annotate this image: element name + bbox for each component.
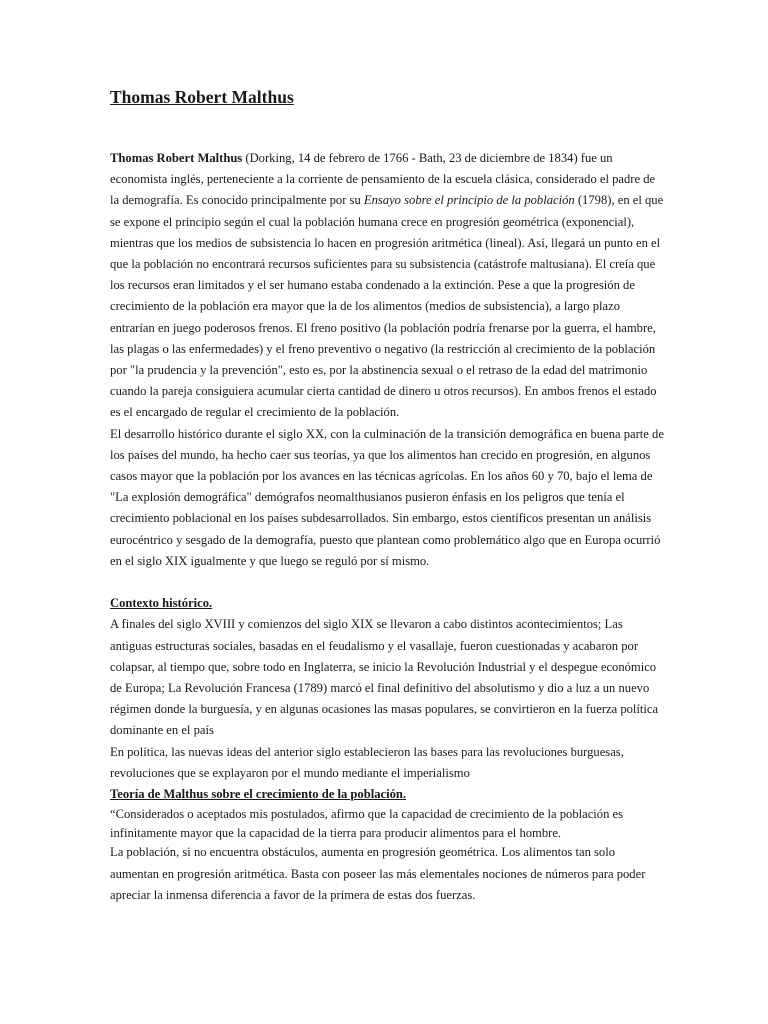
- document-title: Thomas Robert Malthus: [110, 87, 294, 107]
- intro-text-part2: (1798), en el que se expone el principio según el cual la población humana crece en progresión geométrica (exponencial), mientras que los medios de subsistencia lo hacen en progresión aritmética (lineal). Así, llegará un punto en el que la población no encontrará recursos suficientes para su subsistencia (catástrofe maltusiana). El creía que los recursos eran limitados y el ser humano estaba condenado a la extinción. Pese a que la progresión de crecimiento de la población era mayor que la de los alimentos (medios de subsistencia), a largo plazo entrarían en juego poderosos frenos. El freno positivo (la población podría frenarse por la guerra, el hambre, las plagas o las enfermedades) y el freno preventivo o negativo (la restricción al crecimiento de la población por "la prudencia y la prevención", esto es, por la abstinencia sexual o el retraso de la edad del matrimonio cuando la pareja consiguiera acumular cierta cantidad de dinero u otros recursos). En ambos frenos el estado es el encargado de regular el crecimiento de la población.: [110, 193, 664, 420]
- teoria-paragraph-1: “Considerados o aceptados mis postulados, afirmo que la capacidad de crecimiento de la población es infinitamente mayor que la capacidad de la tierra para producir alimentos para el hombre.: [110, 807, 624, 840]
- contexto-paragraph-2: En política, las nuevas ideas del anterior siglo establecieron las bases para las revoluciones burguesas, revoluciones que se explayaron por el mundo mediante el imperialismo: [110, 744, 624, 780]
- intro-paragraph: [110, 148, 666, 424]
- paragraph-gap: [110, 572, 666, 593]
- contexto-paragraph-1: A finales del siglo XVIII y comienzos del siglo XIX se llevaron a cabo distintos acontecimientos; Las antiguas estructuras sociales, basadas en el feudalismo y el vasallaje, fueron cuestionadas y acabaron por colapsar, al tiempo que, sobre todo en Inglaterra, se inicio la Revolución Industrial y el despegue económico de Europa; La Revolución Francesa (1789) marcó el final definitivo del absolutismo y dio a luz a un nuevo régimen donde la burguesía, y en algunas ocasiones las masas populares, se convirtieron en la fuerza política dominante en el país: [110, 617, 659, 738]
- teoria-paragraph-2: La población, si no encuentra obstáculos, aumenta en progresión geométrica. Los alimentos tan solo aumentan en progresión aritmética. Basta con poseer las más elementales nociones de números para poder apreciar la inmensa diferencia a favor de la primera de estas dos fuerzas.: [110, 845, 646, 902]
- intro-name: Thomas Robert Malthus: [110, 151, 243, 165]
- paragraph-siglo-xx: El desarrollo histórico durante el siglo XX, con la culminación de la transición demográfica en buena parte de los países del mundo, ha hecho caer sus teorías, ya que los alimentos han crecido en progresión, en algunos casos mayor que la población por los avances en las técnicas agrícolas. En los años 60 y 70, bajo el lema de "La explosión demográfica" demógrafos neomalthusianos pusieron énfasis en los peligros que tenía el crecimiento poblacional en los países subdesarrollados. Sin embargo, estos científicos presentan un análisis eurocéntrico y sesgado de la demografía, puesto que plantean como problemático algo que en Europa ocurrió en el siglo XIX igualmente y que luego se reguló por sí mismo.: [110, 426, 664, 568]
- intro-text-part1: (Dorking, 14 de febrero de 1766 - Bath, 23 de diciembre de 1834) fue un economista inglés, perteneciente a la corriente de pensamiento de la escuela clásica, considerado el padre de la demografía. Es conocido principalmente por su: [110, 151, 656, 208]
- section-heading-teoria: Teoría de Malthus sobre el crecimiento de la población.: [110, 787, 407, 802]
- book-title: Ensayo sobre el principio de la población: [363, 193, 575, 208]
- section-heading-contexto: Contexto histórico.: [110, 596, 213, 611]
- document-body: [110, 86, 666, 906]
